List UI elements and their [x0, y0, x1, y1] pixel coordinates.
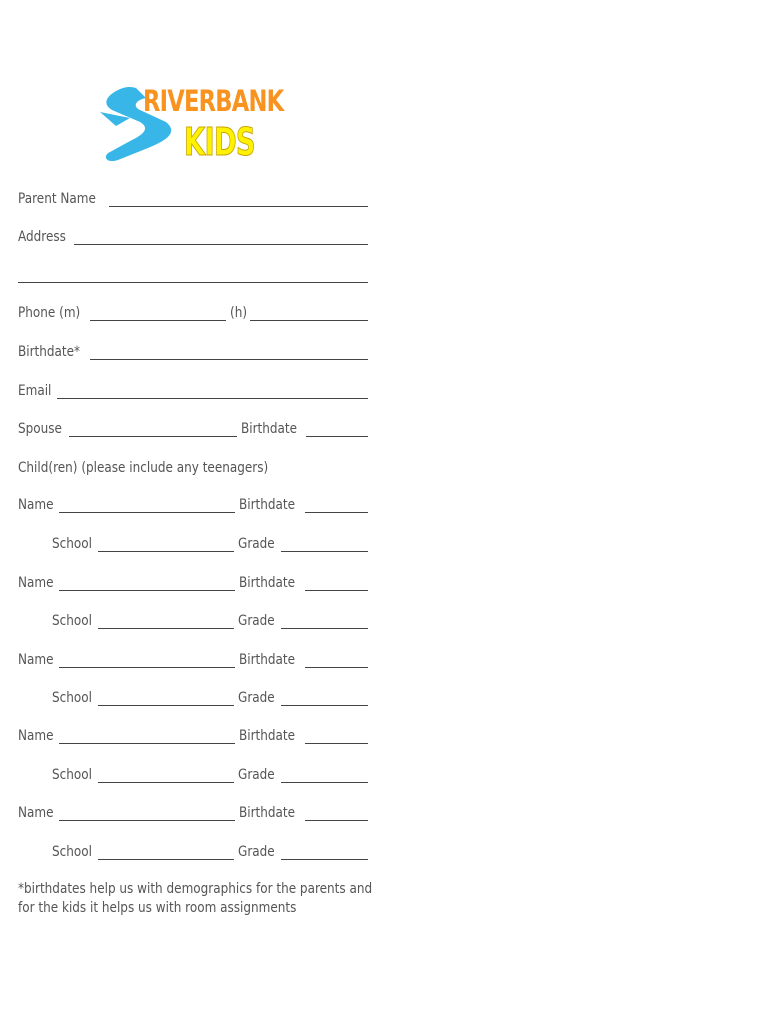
child-grade-line[interactable]	[281, 628, 368, 629]
child-name-label: Name	[18, 652, 54, 668]
child-school-line[interactable]	[98, 628, 234, 629]
child-birthdate-line[interactable]	[305, 590, 369, 591]
address-field[interactable]	[18, 226, 368, 246]
address-label: Address	[18, 229, 66, 245]
child-birthdate-label: Birthdate	[239, 805, 296, 821]
child-name-line[interactable]	[59, 512, 235, 513]
child-grade-label: Grade	[238, 844, 276, 860]
child-name-row[interactable]	[18, 649, 368, 669]
child-school-line[interactable]	[98, 782, 234, 783]
child-grade-line[interactable]	[281, 705, 368, 706]
child-birthdate-line[interactable]	[305, 512, 369, 513]
birthdate-star-label: Birthdate*	[18, 344, 81, 360]
logo-word-kids: KIDS	[184, 120, 255, 164]
address-line-1[interactable]	[74, 244, 368, 245]
spouse-field[interactable]	[18, 418, 368, 438]
phone-field[interactable]	[18, 302, 368, 322]
child-name-line[interactable]	[59, 590, 235, 591]
email-line[interactable]	[57, 398, 368, 399]
phone-h-label: (h)	[230, 305, 248, 321]
child-school-line[interactable]	[98, 551, 234, 552]
child-birthdate-label: Birthdate	[239, 728, 296, 744]
parent-name-line[interactable]	[109, 206, 368, 207]
children-heading: Child(ren) (please include any teenagers)	[18, 460, 269, 476]
child-birthdate-label: Birthdate	[239, 497, 296, 513]
logo-word-riverbank: RIVERBANK	[143, 84, 284, 118]
child-grade-label: Grade	[238, 613, 276, 629]
child-grade-label: Grade	[238, 690, 276, 706]
child-grade-line[interactable]	[281, 782, 368, 783]
child-birthdate-label: Birthdate	[239, 575, 296, 591]
spouse-birthdate-line[interactable]	[306, 436, 368, 437]
birthdate-footnote: *birthdates help us with demographics for the parents and for the kids it helps us with room assignments	[18, 881, 373, 916]
child-school-row[interactable]	[52, 841, 368, 861]
child-birthdate-label: Birthdate	[239, 652, 296, 668]
child-name-row[interactable]	[18, 572, 368, 592]
phone-m-line[interactable]	[90, 320, 226, 321]
child-school-label: School	[52, 613, 92, 629]
child-school-row[interactable]	[52, 610, 368, 630]
spouse-line[interactable]	[69, 436, 237, 437]
child-school-label: School	[52, 690, 92, 706]
child-name-row[interactable]	[18, 494, 368, 514]
spouse-label: Spouse	[18, 421, 62, 437]
phone-m-label: Phone (m)	[18, 305, 81, 321]
child-name-line[interactable]	[59, 667, 235, 668]
child-name-line[interactable]	[59, 743, 235, 744]
email-label: Email	[18, 383, 52, 399]
child-school-row[interactable]	[52, 533, 368, 553]
birthdate-line[interactable]	[90, 359, 368, 360]
child-school-row[interactable]	[52, 764, 368, 784]
phone-h-line[interactable]	[250, 320, 368, 321]
child-school-line[interactable]	[98, 859, 234, 860]
child-birthdate-line[interactable]	[305, 820, 369, 821]
child-name-label: Name	[18, 805, 54, 821]
child-grade-label: Grade	[238, 767, 276, 783]
child-name-label: Name	[18, 497, 54, 513]
child-grade-label: Grade	[238, 536, 276, 552]
child-name-row[interactable]	[18, 802, 368, 822]
child-school-label: School	[52, 536, 92, 552]
child-school-row[interactable]	[52, 687, 368, 707]
child-birthdate-line[interactable]	[305, 667, 369, 668]
child-school-label: School	[52, 844, 92, 860]
address-line-2[interactable]	[18, 282, 368, 283]
child-school-label: School	[52, 767, 92, 783]
child-name-label: Name	[18, 575, 54, 591]
child-grade-line[interactable]	[281, 859, 368, 860]
child-name-line[interactable]	[59, 820, 235, 821]
child-name-row[interactable]	[18, 725, 368, 745]
birthdate-field[interactable]	[18, 341, 368, 361]
spouse-birthdate-label: Birthdate	[241, 421, 298, 437]
parent-name-label: Parent Name	[18, 191, 96, 207]
parent-name-field[interactable]	[18, 188, 368, 208]
child-grade-line[interactable]	[281, 551, 368, 552]
email-field[interactable]	[18, 380, 368, 400]
child-school-line[interactable]	[98, 705, 234, 706]
child-name-label: Name	[18, 728, 54, 744]
riverbank-kids-logo	[96, 82, 292, 168]
child-birthdate-line[interactable]	[305, 743, 369, 744]
